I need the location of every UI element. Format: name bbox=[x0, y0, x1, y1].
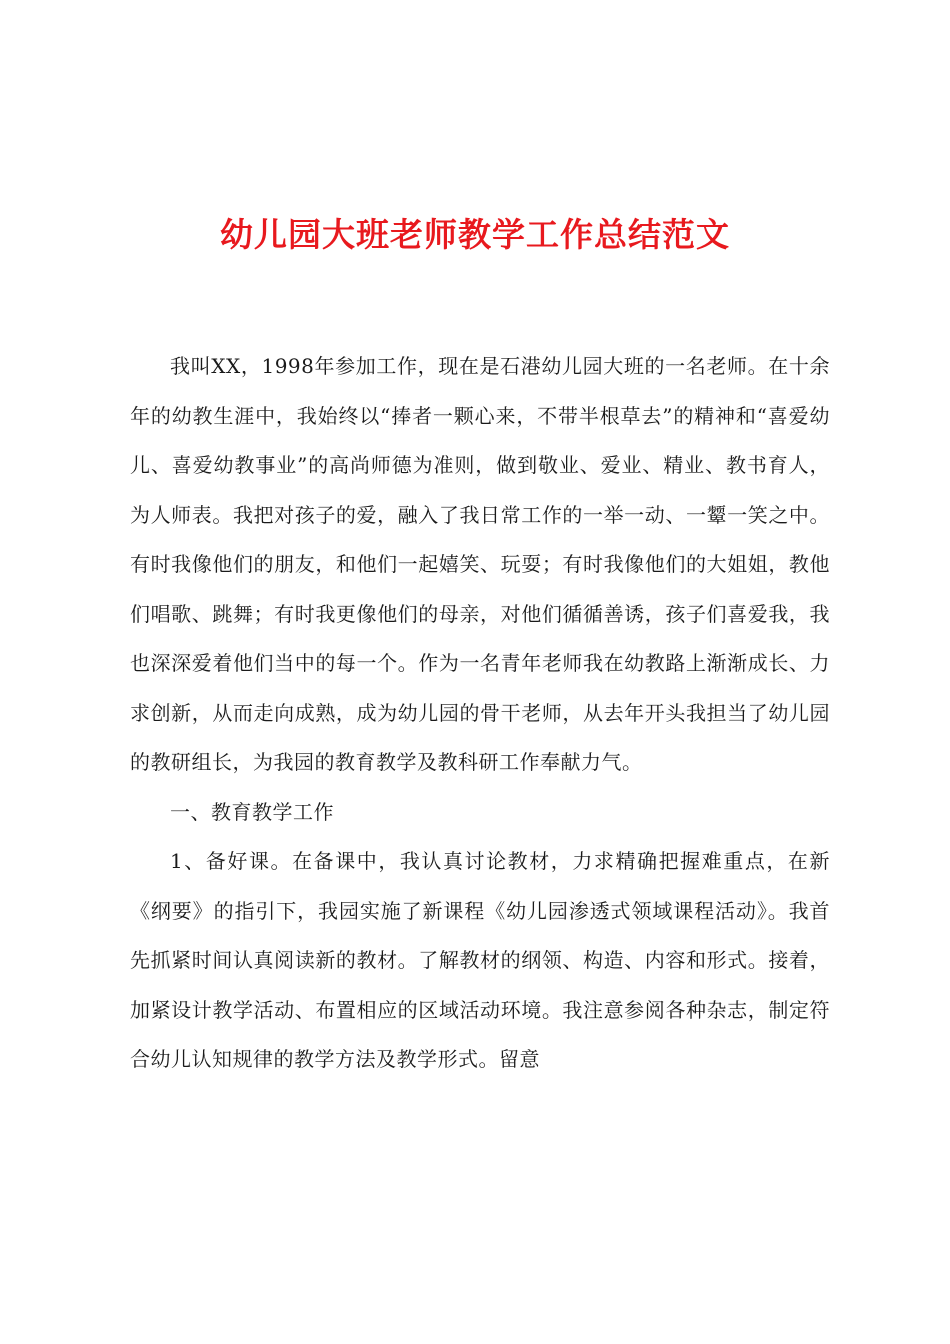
document-body bbox=[130, 342, 830, 1085]
paragraph-intro: 我叫XX，1998年参加工作，现在是石港幼儿园大班的一名老师。在十余年的幼教生涯中，我始终以“捧者一颗心来，不带半根草去”的精神和“喜爱幼儿、喜爱幼教事业”的高尚师德为准则，做到敬业、爱业、精业、教书育人，为人师表。我把对孩子的爱，融入了我日常工作的一举一动、一颦一笑之中。有时我像他们的朋友，和他们一起嬉笑、玩耍；有时我像他们的大姐姐，教他们唱歌、跳舞；有时我更像他们的母亲，对他们循循善诱，孩子们喜爱我，我也深深爱着他们当中的每一个。作为一名青年老师我在幼教路上渐渐成长、力求创新，从而走向成熟，成为幼儿园的骨干老师，从去年开头我担当了幼儿园的教研组长，为我园的教育教学及教科研工作奉献力气。 bbox=[130, 354, 830, 774]
paragraph-lesson-prep: 1、备好课。在备课中，我认真讨论教材，力求精确把握难重点，在新《纲要》的指引下，我园实施了新课程《幼儿园渗透式领域课程活动》。我首先抓紧时间认真阅读新的教材。了解教材的纲领、构造、内容和形式。接着，加紧设计教学活动、布置相应的区域活动环境。我注意参阅各种杂志，制定符合幼儿认知规律的教学方法及教学形式。留意 bbox=[130, 849, 830, 1071]
section-heading: 一、教育教学工作 bbox=[170, 799, 334, 824]
document-title: 幼儿园大班老师教学工作总结范文 bbox=[220, 215, 730, 254]
